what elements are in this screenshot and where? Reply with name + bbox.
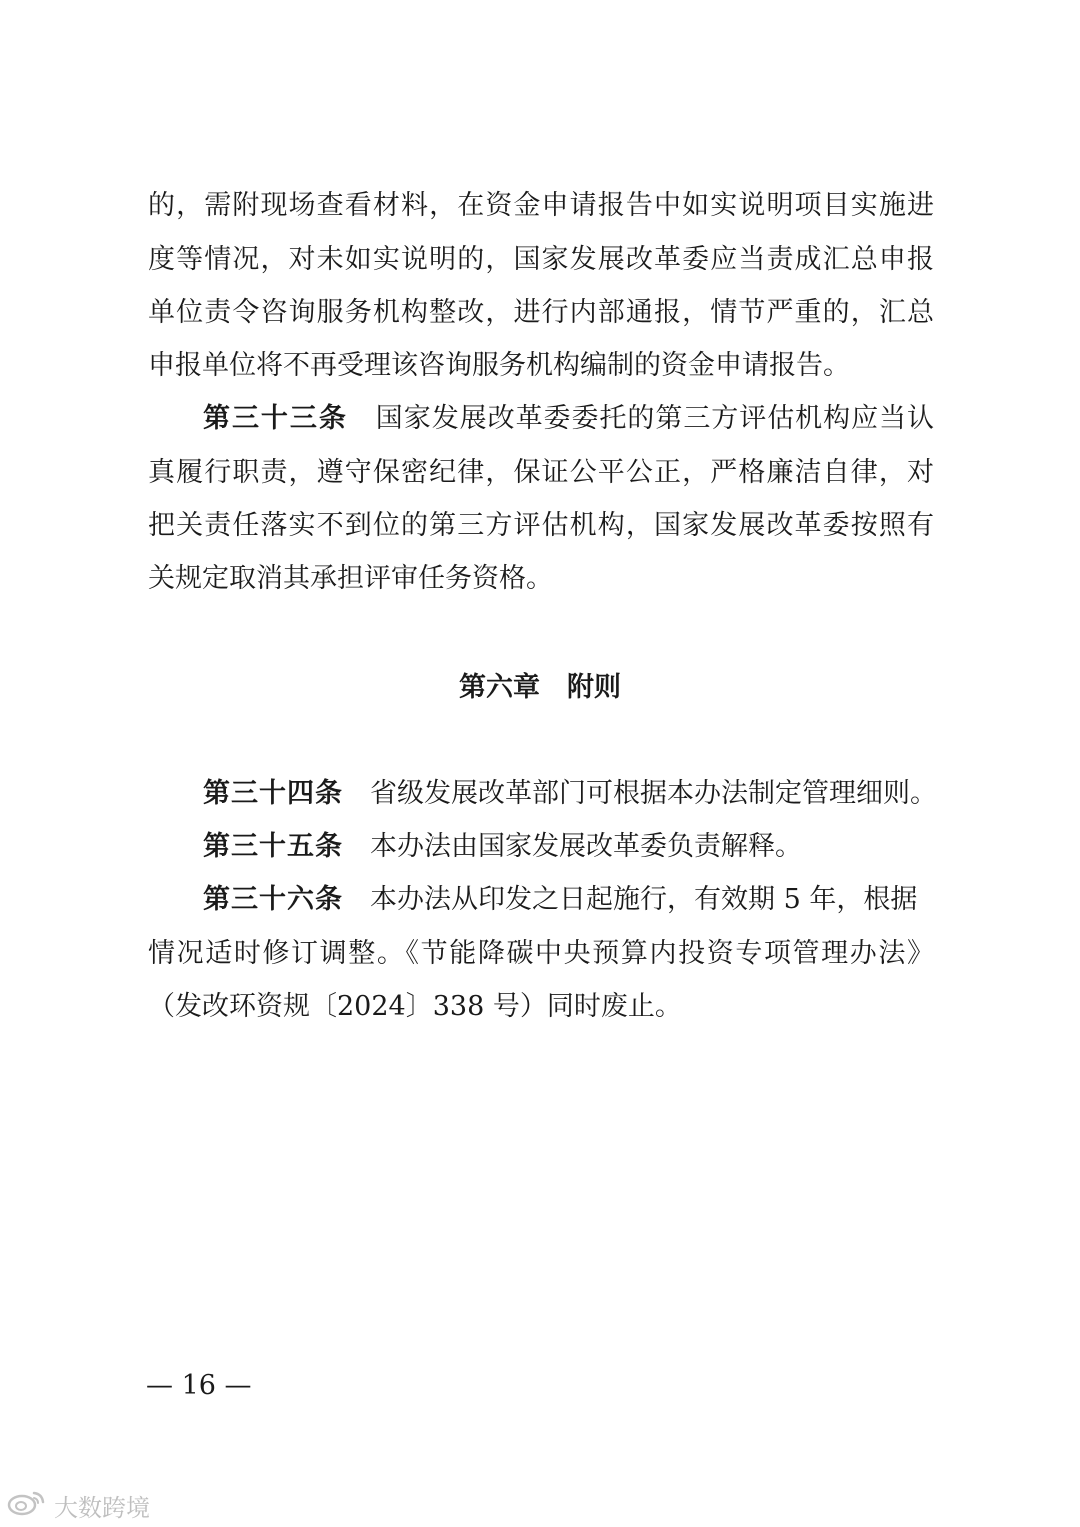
article36-line-2: 情况适时修订调整。《节能降碳中央预算内投资专项管理办法》 — [148, 938, 934, 969]
article33-line-3: 把关责任落实不到位的第三方评估机构，国家发展改革委按照有 — [148, 510, 934, 541]
article32-line-2: 度等情况，对未如实说明的，国家发展改革委应当责成汇总申报 — [148, 244, 934, 275]
article33-spacer — [348, 403, 376, 434]
article35-spacer — [343, 831, 370, 862]
page-number: — 16 — — [146, 1370, 252, 1401]
article34-line — [203, 774, 937, 814]
article35-title: 第三十五条 — [203, 831, 343, 862]
article35-line — [203, 827, 934, 867]
weibo-icon — [6, 1487, 48, 1523]
chapter-heading: 第六章 附则 — [459, 672, 621, 703]
article36-spacer — [343, 884, 370, 915]
article32-line-1: 的，需附现场查看材料，在资金申请报告中如实说明项目实施进 — [148, 190, 934, 221]
article36-title: 第三十六条 — [203, 884, 343, 915]
article36-line-1: 本办法从印发之日起施行，有效期 5 年，根据 — [370, 884, 918, 915]
article35-text: 本办法由国家发展改革委负责解释。 — [370, 831, 802, 862]
article33-line-2: 真履行职责，遵守保密纪律，保证公平公正，严格廉洁自律，对 — [148, 457, 934, 488]
article32-line-4: 申报单位将不再受理该咨询服务机构编制的资金申请报告。 — [148, 350, 850, 381]
watermark — [6, 1488, 150, 1522]
article34-title: 第三十四条 — [203, 778, 343, 809]
article33-first-line — [203, 399, 934, 439]
article33-line-1: 国家发展改革委委托的第三方评估机构应当认 — [375, 403, 935, 434]
article36-line-3: （发改环资规〔2024〕338 号）同时废止。 — [148, 991, 682, 1022]
article32-line-3: 单位责令咨询服务机构整改，进行内部通报，情节严重的，汇总 — [148, 297, 934, 328]
article34-text: 省级发展改革部门可根据本办法制定管理细则。 — [370, 778, 937, 809]
watermark-text: 大数跨境 — [54, 1493, 150, 1522]
article33-title: 第三十三条 — [203, 403, 348, 434]
article36-first-line — [203, 880, 934, 920]
article34-spacer — [343, 778, 370, 809]
article33-line-4: 关规定取消其承担评审任务资格。 — [148, 563, 553, 594]
